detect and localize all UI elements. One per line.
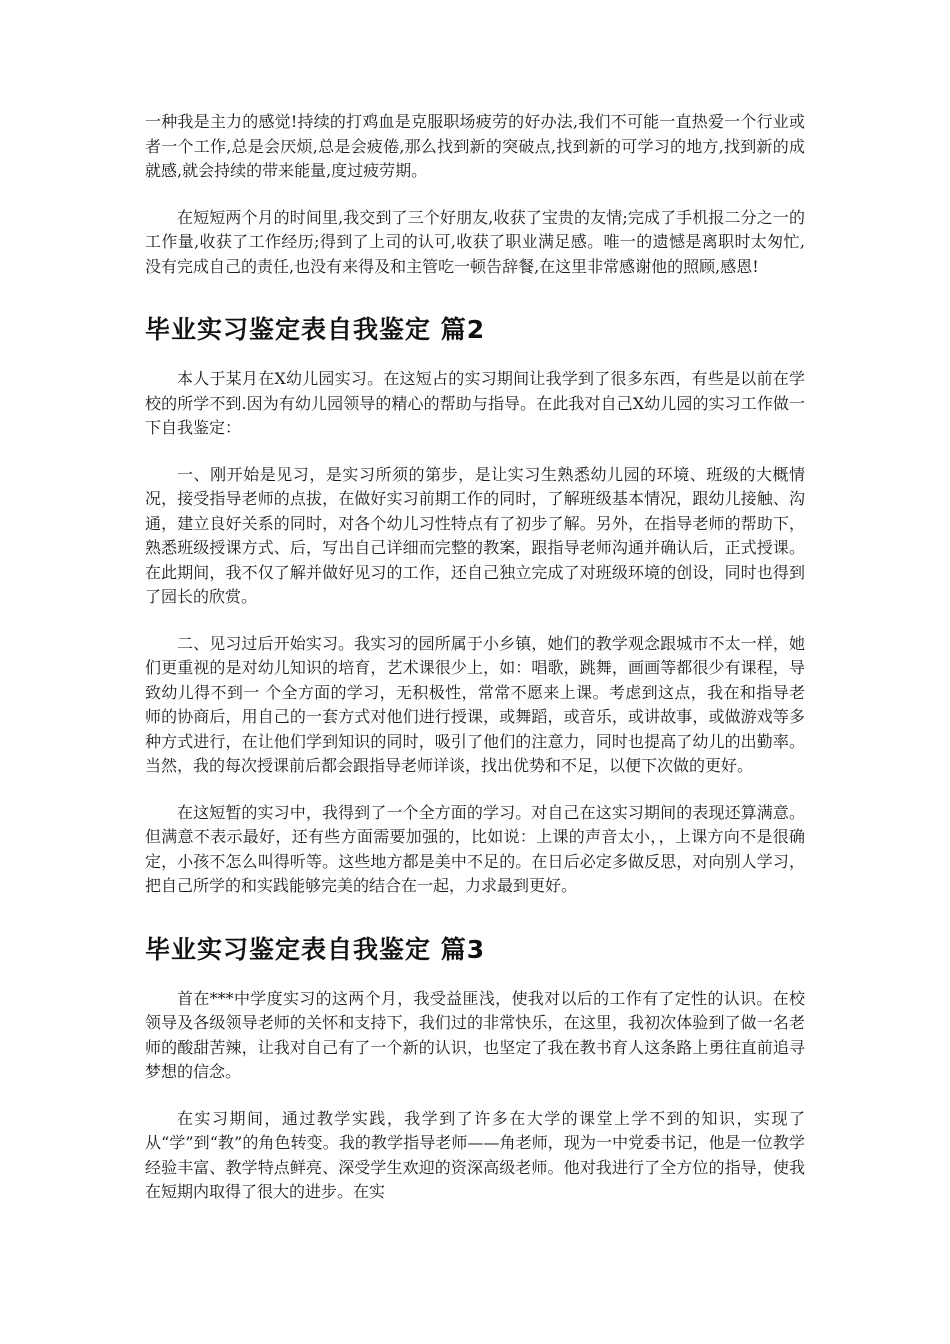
- section-heading-2: 毕业实习鉴定表自我鉴定 篇2: [145, 315, 486, 344]
- paragraph: 本人于某月在X幼儿园实习。在这短占的实习期间让我学到了很多东西，有些是以前在学校的所学不到.因为有幼儿园领导的精心的帮助与指导。在此我对自己X幼儿园的实习工作做一下自我鉴定：: [145, 369, 805, 437]
- paragraph: 在这短暂的实习中，我得到了一个全方面的学习。对自己在这实习期间的表现还算满意。但满意不表示最好，还有些方面需要加强的，比如说：上课的声音太小，，上课方向不是很确定，小孩不怎么叫得听等。这些地方都是美中不足的。在日后必定多做反思，对向别人学习，把自己所学的和实践能够完美的结合在一起，力求最到更好。: [145, 802, 805, 895]
- document-page: [145, 110, 805, 1227]
- paragraph: 在实习期间，通过教学实践，我学到了许多在大学的课堂上学不到的知识，实现了从“学”到“教”的角色转变。我的教学指导老师——角老师，现为一中党委书记，他是一位教学经验丰富、教学特点鲜亮、深受学生欢迎的资深高级老师。他对我进行了全方位的指导，使我在短期内取得了很大的进步。在实: [145, 1108, 805, 1201]
- paragraph: 首在***中学度实习的这两个月，我受益匪浅，使我对以后的工作有了定性的认识。在校领导及各级领导老师的关怀和支持下，我们过的非常快乐，在这里，我初次体验到了做一名老师的酸甜苦辣，让我对自己有了一个新的认识，也坚定了我在教书育人这条路上勇往直前追寻梦想的信念。: [145, 988, 805, 1081]
- paragraph: 一、刚开始是见习，是实习所须的第步，是让实习生熟悉幼儿园的环境、班级的大概情况，接受指导老师的点拔，在做好实习前期工作的同时，了解班级基本情况，跟幼儿接触、沟通，建立良好关系的同时，对各个幼儿习性特点有了初步了解。另外，在指导老师的帮助下，熟悉班级授课方式、后，写出自己详细而完整的教案，跟指导老师沟通并确认后，正式授课。在此期间，我不仅了解并做好见习的工作，还自己独立完成了对班级环境的创设，同时也得到了园长的欣赏。: [145, 464, 805, 606]
- paragraph: 二、见习过后开始实习。我实习的园所属于小乡镇，她们的教学观念跟城市不太一样，她们更重视的是对幼儿知识的培育，艺术课很少上，如：唱歌，跳舞，画画等都很少有课程，导致幼儿得不到一 个全方面的学习，无积极性，常常不愿来上课。考虑到这点，我在和指导老师的协商后，用自己的一套方式对他们进行授课，或舞蹈，或音乐，或讲故事，或做游戏等多种方式进行，在让他们学到知识的同时，吸引了他们的注意力，同时也提高了幼儿的出勤率。当然，我的每次授课前后都会跟指导老师详谈，找出优势和不足，以便下次做的更好。: [145, 633, 805, 775]
- section-heading-3: 毕业实习鉴定表自我鉴定 篇3: [145, 934, 486, 964]
- paragraph: 一种我是主力的感觉!持续的打鸡血是克服职场疲劳的好办法,我们不可能一直热爱一个行业或者一个工作,总是会厌烦,总是会疲倦,那么找到新的突破点,找到新的可学习的地方,找到新的成就感,就会持续的带来能量,度过疲劳期。: [145, 112, 805, 180]
- paragraph: 在短短两个月的时间里,我交到了三个好朋友,收获了宝贵的友情;完成了手机报二分之一的工作量,收获了工作经历;得到了上司的认可,收获了职业满足感。唯一的遗憾是离职时太匆忙,没有完成自己的责任,也没有来得及和主管吃一顿告辞餐,在这里非常感谢他的照顾,感恩!: [145, 207, 805, 276]
